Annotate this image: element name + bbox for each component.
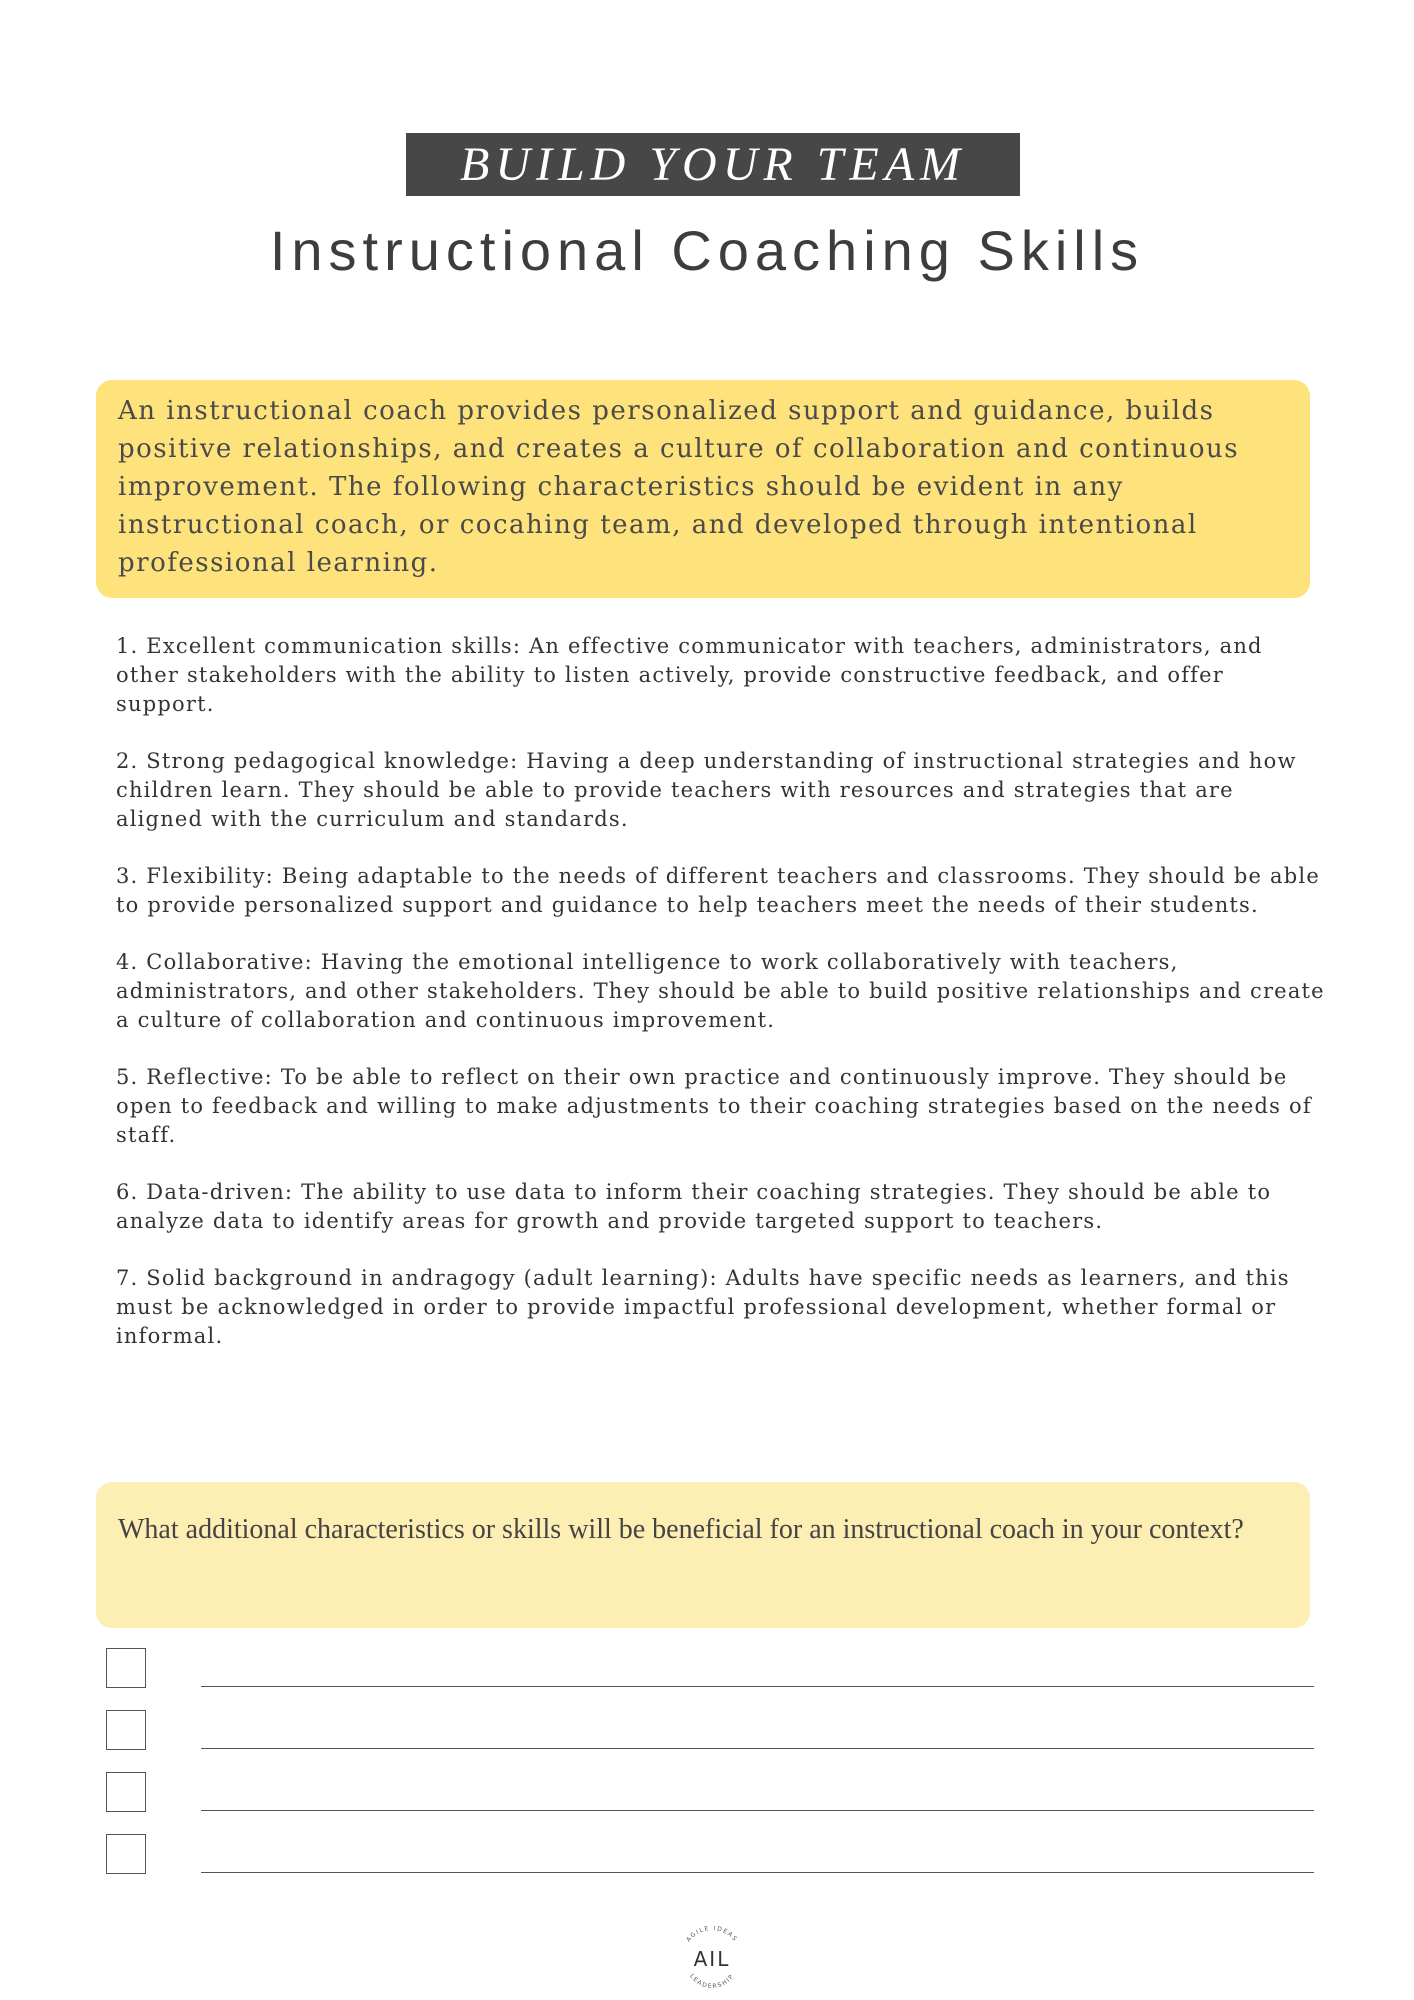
ail-logo xyxy=(674,1920,750,1996)
skill-item: 1. Excellent communication skills: An effective communicator with teachers, administrators, and other stakeholders with the ability to listen actively, provide constructive feedback, and offer support. xyxy=(116,634,1263,716)
header-banner: BUILD YOUR TEAM xyxy=(406,133,1020,196)
skill-item: 3. Flexibility: Being adaptable to the needs of different teachers and classrooms. They should be able to provide personalized support and guidance to help teachers meet the needs of their students. xyxy=(116,864,1320,917)
answer-line[interactable] xyxy=(201,1872,1314,1873)
answer-checklist xyxy=(106,1648,1306,1896)
skill-item: 5. Reflective: To be able to reflect on their own practice and continuously improve. They should be open to feedback and willing to make adjustments to their coaching strategies based on the needs of staff. xyxy=(116,1065,1312,1147)
intro-text: An instructional coach provides personalized support and guidance, builds positive relationships, and creates a culture of collaboration and continuous improvement. The following characteristics should be evident in any instructional coach, or cocahing team, and developed through intentional professional learning. xyxy=(118,396,1240,578)
checkbox[interactable] xyxy=(106,1834,146,1874)
checkbox[interactable] xyxy=(106,1710,146,1750)
skill-item: 6. Data-driven: The ability to use data to inform their coaching strategies. They should be able to analyze data to identify areas for growth and provide targeted support to teachers. xyxy=(116,1180,1272,1233)
checklist-row xyxy=(106,1834,1306,1896)
logo-ring-bottom-text: LEADERSHIP xyxy=(688,1972,736,1991)
logo-initials: AIL xyxy=(693,1947,731,1971)
question-text: What additional characteristics or skills will be beneficial for an instructional coach in your context? xyxy=(118,1514,1244,1545)
page-title: Instructional Coaching Skills xyxy=(269,219,1145,282)
intro-callout xyxy=(96,380,1310,598)
checklist-row xyxy=(106,1648,1306,1710)
logo-ring-top-text: AGILE IDEAS xyxy=(685,1924,739,1944)
checklist-row xyxy=(106,1710,1306,1772)
skill-item: 4. Collaborative: Having the emotional intelligence to work collaboratively with teachers, administrators, and other stakeholders. They should be able to build positive relationships and create a culture of collaboration and continuous improvement. xyxy=(116,950,1325,1032)
checkbox[interactable] xyxy=(106,1648,146,1688)
checklist-row xyxy=(106,1772,1306,1834)
answer-line[interactable] xyxy=(201,1748,1314,1749)
skill-item: 2. Strong pedagogical knowledge: Having a deep understanding of instructional strategies and how children learn. They should be able to provide teachers with resources and strategies that are aligned with the curriculum and standards. xyxy=(116,749,1297,831)
skills-list xyxy=(116,632,1326,1379)
checkbox[interactable] xyxy=(106,1772,146,1812)
answer-line[interactable] xyxy=(201,1810,1314,1811)
skill-item: 7. Solid background in andragogy (adult learning): Adults have specific needs as learners, and this must be acknowledged in order to provide impactful professional development, whether formal or informal. xyxy=(116,1266,1290,1348)
question-callout xyxy=(96,1482,1310,1628)
answer-line[interactable] xyxy=(201,1686,1314,1687)
